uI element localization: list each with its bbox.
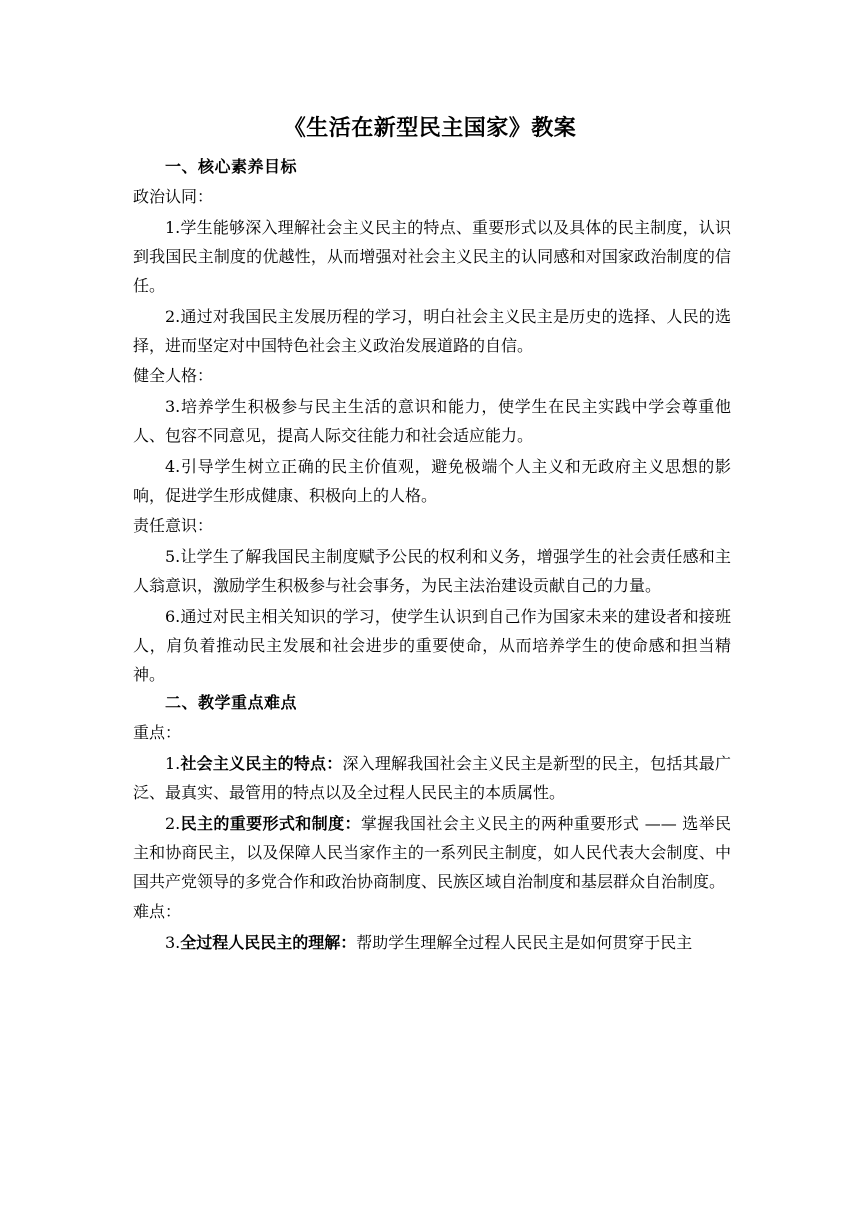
section-heading-key-points: 二、教学重点难点: [165, 693, 298, 712]
section-heading-core-goals: 一、核心素养目标: [165, 157, 298, 176]
goal-paragraph-3: [133, 390, 731, 450]
group-label-political-identity: 政治认同：: [133, 187, 214, 206]
paragraph-lead: 民主的重要形式和制度：: [180, 814, 361, 833]
item-number: 6.: [165, 607, 181, 626]
goal-paragraph-1: [133, 211, 731, 300]
group-label-difficulties: 难点：: [133, 902, 182, 921]
item-number: 1.: [165, 218, 181, 237]
difficulty-paragraph-3: [133, 926, 731, 957]
group-label-responsibility: 责任意识：: [133, 516, 214, 535]
key-point-paragraph-1: [133, 747, 731, 807]
goal-paragraph-2: [133, 300, 731, 360]
group-label-sound-personality: 健全人格：: [133, 366, 214, 385]
goal-paragraph-6: [133, 600, 731, 689]
paragraph-text: 让学生了解我国民主制度赋予公民的权利和义务，增强学生的社会责任感和主人翁意识，激励学生积极参与社会事务，为民主法治建设贡献自己的力量。: [133, 547, 731, 595]
item-number: 3.: [165, 933, 181, 952]
paragraph-text: 通过对我国民主发展历程的学习，明白社会主义民主是历史的选择、人民的选择，进而坚定对中国特色社会主义政治发展道路的自信。: [133, 307, 731, 355]
item-number: 5.: [165, 547, 181, 566]
item-number: 1.: [165, 754, 181, 773]
paragraph-text: 引导学生树立正确的民主价值观，避免极端个人主义和无政府主义思想的影响，促进学生形成健康、积极向上的人格。: [133, 457, 731, 505]
paragraph-text: 帮助学生理解全过程人民民主是如何贯穿于民主: [356, 933, 693, 952]
paragraph-text: 掌握我国社会主义民主的两种重要形式 —— 选举民主和协商民主，以及保障人民当家作主的一系列民主制度，如人民代表大会制度、中国共产党领导的多党合作和政治协商制度、民族区域自治制度和基层群众自治制度。: [133, 814, 731, 891]
key-point-paragraph-2: [133, 807, 731, 896]
group-label-key-points: 重点：: [133, 723, 182, 742]
item-number: 4.: [165, 457, 181, 476]
item-number: 3.: [165, 397, 181, 416]
document-title: 《生活在新型民主国家》教案: [283, 115, 577, 141]
paragraph-text: 通过对民主相关知识的学习，使学生认识到自己作为国家未来的建设者和接班人，肩负着推动民主发展和社会进步的重要使命，从而培养学生的使命感和担当精神。: [133, 607, 731, 684]
paragraph-text: 培养学生积极参与民主生活的意识和能力，使学生在民主实践中学会尊重他人、包容不同意见，提高人际交往能力和社会适应能力。: [133, 397, 731, 445]
paragraph-text: 深入理解我国社会主义民主是新型的民主，包括其最广泛、最真实、最管用的特点以及全过程人民民主的本质属性。: [133, 754, 731, 802]
item-number: 2.: [165, 307, 181, 326]
paragraph-lead: 社会主义民主的特点：: [180, 754, 343, 773]
document-body: [133, 153, 731, 957]
item-number: 2.: [165, 814, 181, 833]
goal-paragraph-5: [133, 540, 731, 600]
goal-paragraph-4: [133, 450, 731, 510]
paragraph-lead: 全过程人民民主的理解：: [180, 933, 357, 952]
paragraph-text: 学生能够深入理解社会主义民主的特点、重要形式以及具体的民主制度，认识到我国民主制度的优越性，从而增强对社会主义民主的认同感和对国家政治制度的信任。: [133, 218, 731, 295]
